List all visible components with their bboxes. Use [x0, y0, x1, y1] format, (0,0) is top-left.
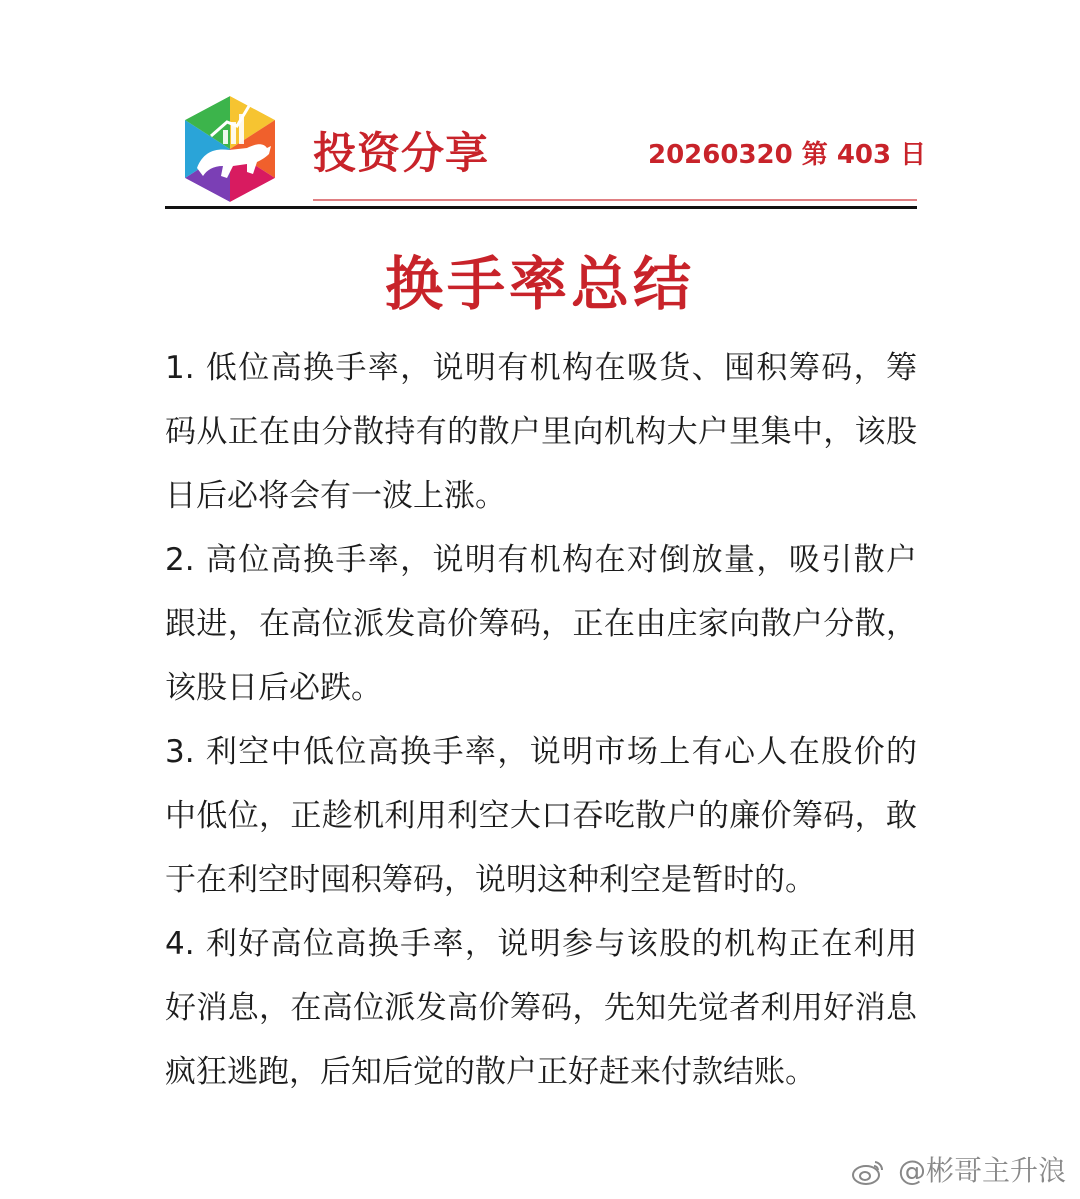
list-item: 1. 低位高换手率，说明有机构在吸货、囤积筹码，筹码从正在由分散持有的散户里向机构大户里集中，该股日后必将会有一波上涨。: [165, 350, 917, 514]
summary-list: [165, 336, 917, 1104]
weibo-icon: [851, 1158, 885, 1186]
watermark-text: @彬哥主升浪: [897, 1154, 1066, 1187]
list-item: 3. 利空中低位高换手率，说明市场上有心人在股价的中低位，正趁机利用利空大口吞吃散户的廉价筹码，敢于在利空时囤积筹码，说明这种利空是暂时的。: [165, 734, 917, 898]
bull-logo-icon: [181, 82, 279, 204]
header-divider-thin: [313, 199, 917, 201]
brand-name: 投资分享: [313, 129, 489, 179]
page-title: 换手率总结: [384, 250, 695, 318]
watermark: [851, 1153, 1066, 1189]
header-divider: [165, 206, 917, 209]
list-item: 4. 利好高位高换手率，说明参与该股的机构正在利用好消息，在高位派发高价筹码，先知先觉者利用好消息疯狂逃跑，后知后觉的散户正好赶来付款结账。: [165, 926, 917, 1090]
issue-date-label: 20260320 第 403 日: [648, 140, 927, 170]
list-item: 2. 高位高换手率，说明有机构在对倒放量，吸引散户跟进，在高位派发高价筹码，正在由庄家向散户分散，该股日后必跌。: [165, 542, 917, 706]
